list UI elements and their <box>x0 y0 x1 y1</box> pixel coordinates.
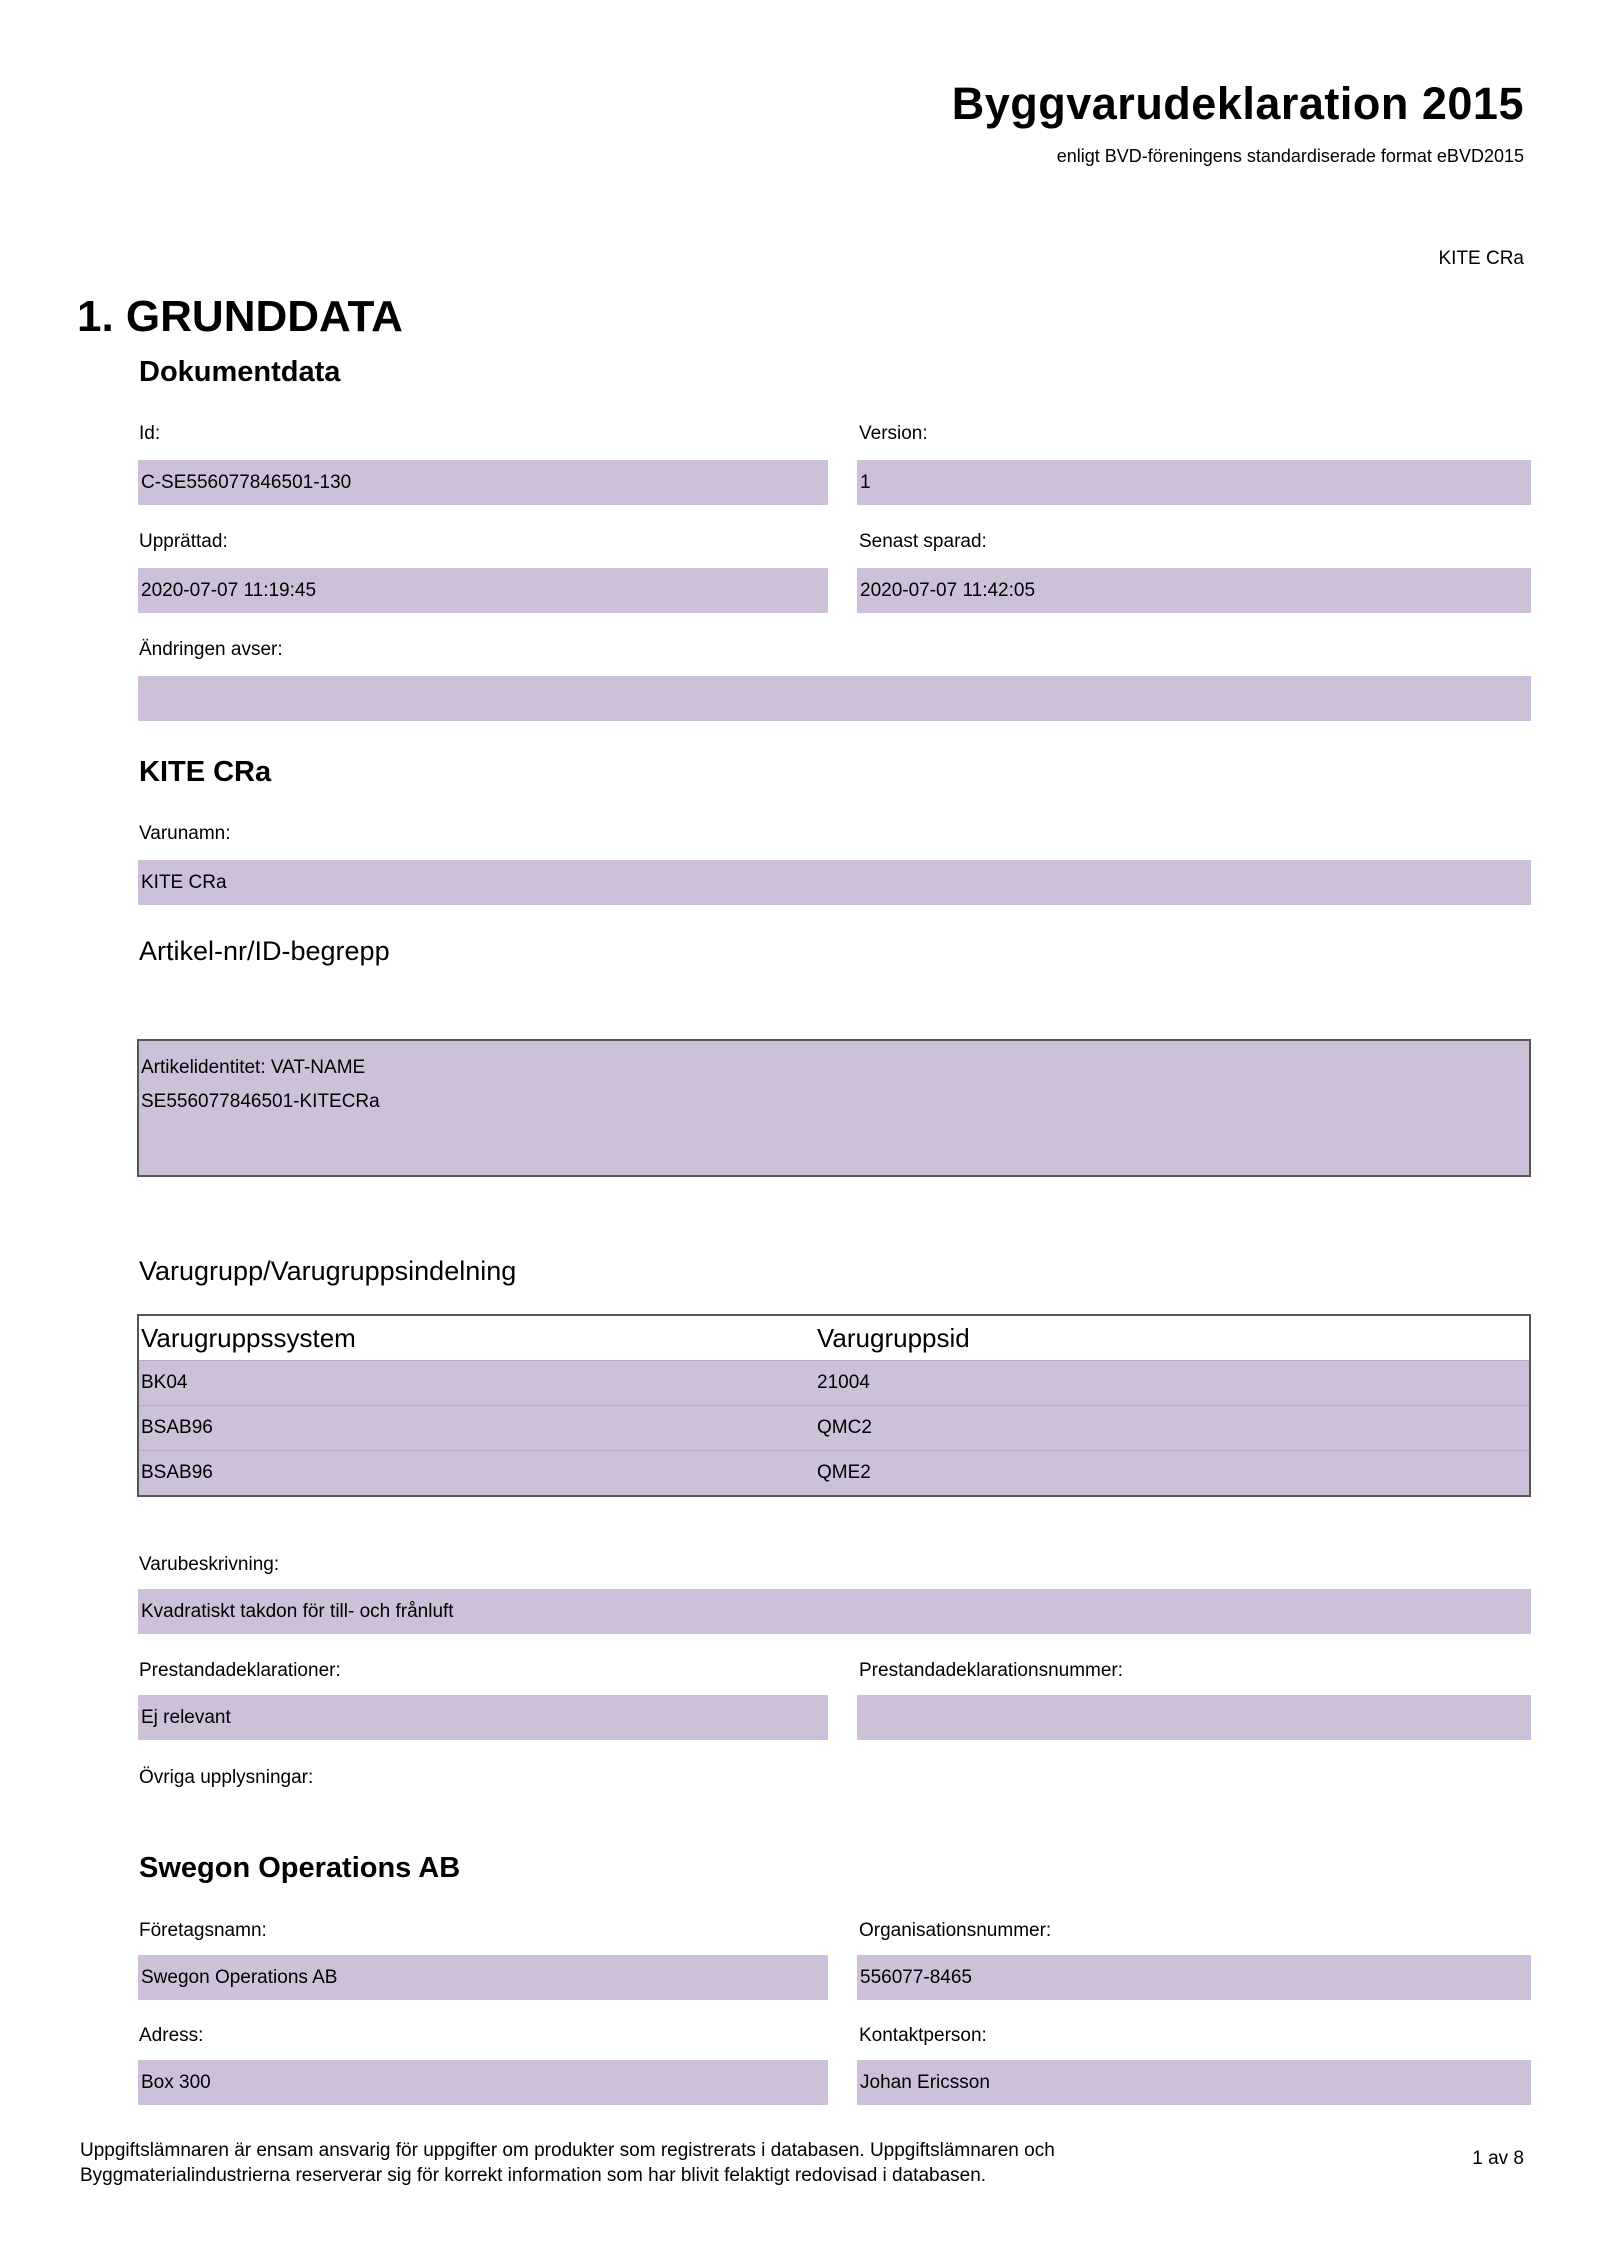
product-group-table <box>137 1314 1531 1497</box>
product-name-label: Varunamn: <box>139 823 231 844</box>
org-number-field: 556077-8465 <box>857 1955 1531 2000</box>
table-cell: BSAB96 <box>138 1406 815 1451</box>
dop-number-field <box>857 1695 1531 1740</box>
section-title: 1. GRUNDDATA <box>77 292 403 341</box>
table-header-row <box>138 1315 1530 1361</box>
product-group-heading: Varugrupp/Varugruppsindelning <box>139 1256 517 1286</box>
version-label: Version: <box>859 423 928 444</box>
document-title: Byggvarudeklaration 2015 <box>951 78 1524 129</box>
footer-disclaimer <box>80 2138 1180 2188</box>
saved-label: Senast sparad: <box>859 531 987 552</box>
contact-label: Kontaktperson: <box>859 2025 987 2046</box>
dop-label: Prestandadeklarationer: <box>139 1660 341 1681</box>
document-subtitle: enligt BVD-föreningens standardiserade format eBVD2015 <box>1056 146 1524 166</box>
company-name-field: Swegon Operations AB <box>138 1955 828 2000</box>
disclaimer-line: Uppgiftslämnaren är ensam ansvarig för uppgifter om produkter som registrerats i databasen. Uppgiftslämnaren och <box>80 2140 1055 2161</box>
disclaimer-line: Byggmaterialindustrierna reserverar sig för korrekt information som har blivit felaktigt redovisad i databasen. <box>80 2165 987 2186</box>
product-name-field: KITE CRa <box>138 860 1531 905</box>
created-label: Upprättad: <box>139 531 228 552</box>
table-cell: 21004 <box>815 1361 1530 1406</box>
dop-number-label: Prestandadeklarationsnummer: <box>859 1660 1124 1681</box>
change-label: Ändringen avser: <box>139 639 283 660</box>
company-heading: Swegon Operations AB <box>139 1852 461 1884</box>
column-header: Varugruppsid <box>815 1315 1530 1361</box>
description-field: Kvadratiskt takdon för till- och frånluft <box>138 1589 1531 1634</box>
table-cell: BSAB96 <box>138 1451 815 1497</box>
version-field: 1 <box>857 460 1531 505</box>
product-heading: KITE CRa <box>139 756 272 788</box>
page-number: 1 av 8 <box>1472 2148 1524 2169</box>
address-label: Adress: <box>139 2025 204 2046</box>
company-name-label: Företagsnamn: <box>139 1920 267 1941</box>
other-info-label: Övriga upplysningar: <box>139 1767 314 1788</box>
id-field: C-SE556077846501-130 <box>138 460 828 505</box>
address-field: Box 300 <box>138 2060 828 2105</box>
article-id-line: Artikelidentitet: VAT-NAME <box>141 1057 366 1078</box>
saved-field: 2020-07-07 11:42:05 <box>857 568 1531 613</box>
created-field: 2020-07-07 11:19:45 <box>138 568 828 613</box>
table-cell: QME2 <box>815 1451 1530 1497</box>
document-data-heading: Dokumentdata <box>139 356 341 388</box>
table-row <box>138 1361 1530 1406</box>
product-reference: KITE CRa <box>1438 248 1524 269</box>
dop-field: Ej relevant <box>138 1695 828 1740</box>
table-row <box>138 1406 1530 1451</box>
column-header: Varugruppssystem <box>138 1315 815 1361</box>
article-heading: Artikel-nr/ID-begrepp <box>139 936 390 966</box>
org-number-label: Organisationsnummer: <box>859 1920 1052 1941</box>
table-cell: QMC2 <box>815 1406 1530 1451</box>
table-row <box>138 1451 1530 1497</box>
article-id-line: SE556077846501-KITECRa <box>141 1091 380 1112</box>
change-field <box>138 676 1531 721</box>
table-cell: BK04 <box>138 1361 815 1406</box>
article-id-box <box>137 1039 1531 1177</box>
description-label: Varubeskrivning: <box>139 1554 280 1575</box>
id-label: Id: <box>139 423 161 444</box>
contact-field: Johan Ericsson <box>857 2060 1531 2105</box>
